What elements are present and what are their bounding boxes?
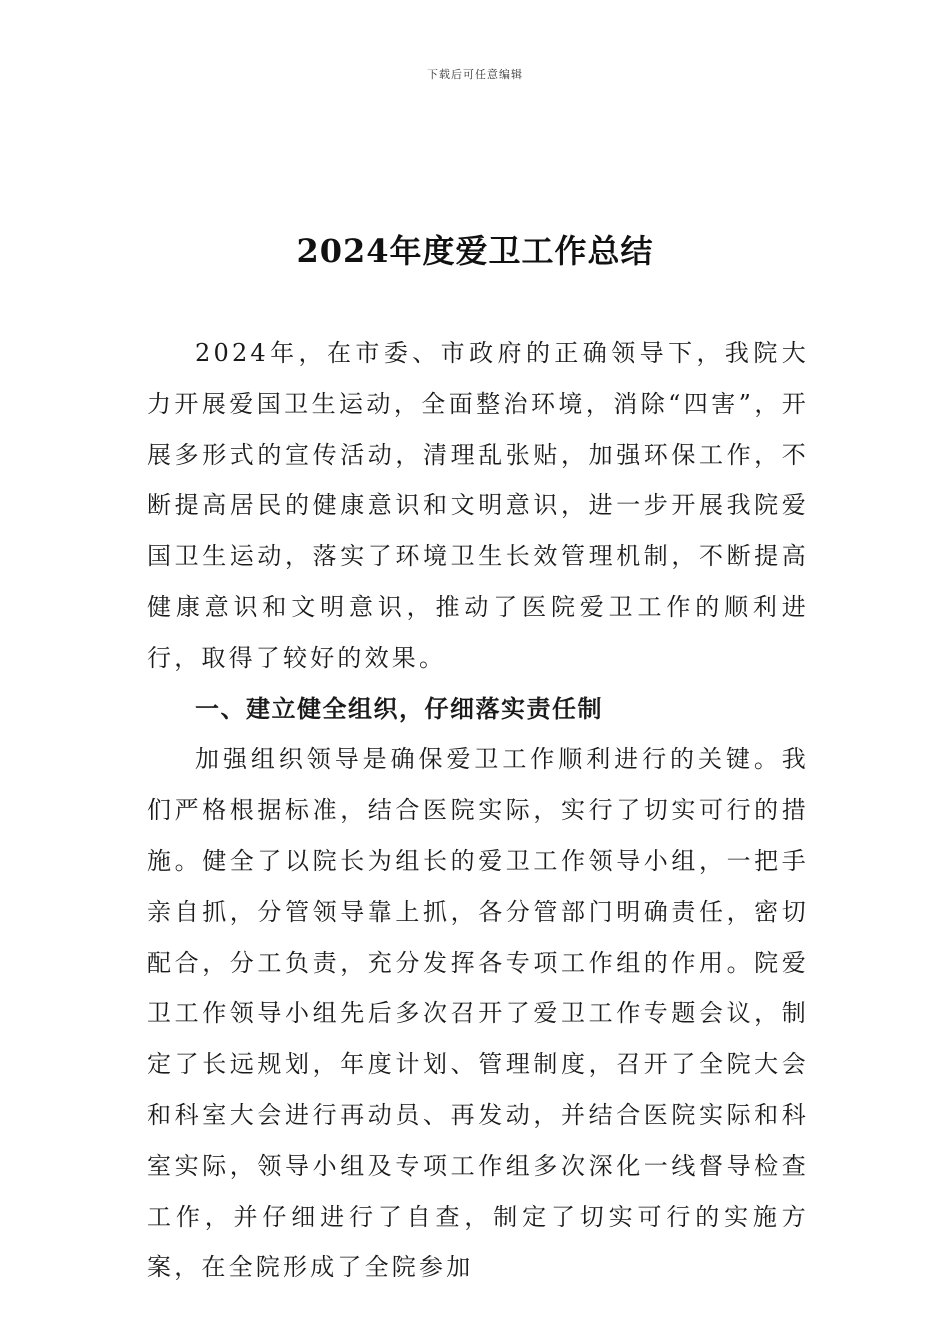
section-heading-1: 一、建立健全组织，仔细落实责任制 (195, 693, 603, 723)
intro-paragraph: 2024年，在市委、市政府的正确领导下，我院大力开展爱国卫生运动，全面整治环境，消除“四害”，开展多形式的宣传活动，清理乱张贴，加强环保工作，不断提高居民的健康意识和文明意识，进一步开展我院爱国卫生运动，落实了环境卫生长效管理机制，不断提高健康意识和文明意识，推动了医院爱卫工作的顺利进行，取得了较好的效果。 (147, 339, 809, 672)
page-header-note: 下载后可任意编辑 (427, 68, 523, 81)
document-body (147, 328, 809, 1293)
section-1-paragraph: 加强组织领导是确保爱卫工作顺利进行的关键。我们严格根据标准，结合医院实际，实行了切实可行的措施。健全了以院长为组长的爱卫工作领导小组，一把手亲自抓，分管领导靠上抓，各分管部门明确责任，密切配合，分工负责，充分发挥各专项工作组的作用。院爱卫工作领导小组先后多次召开了爱卫工作专题会议，制定了长远规划，年度计划、管理制度，召开了全院大会和科室大会进行再动员、再发动，并结合医院实际和科室实际，领导小组及专项工作组多次深化一线督导检查工作，并仔细进行了自查，制定了切实可行的实施方案，在全院形成了全院参加 (147, 745, 809, 1282)
document-title: 2024年度爱卫工作总结 (296, 232, 654, 270)
